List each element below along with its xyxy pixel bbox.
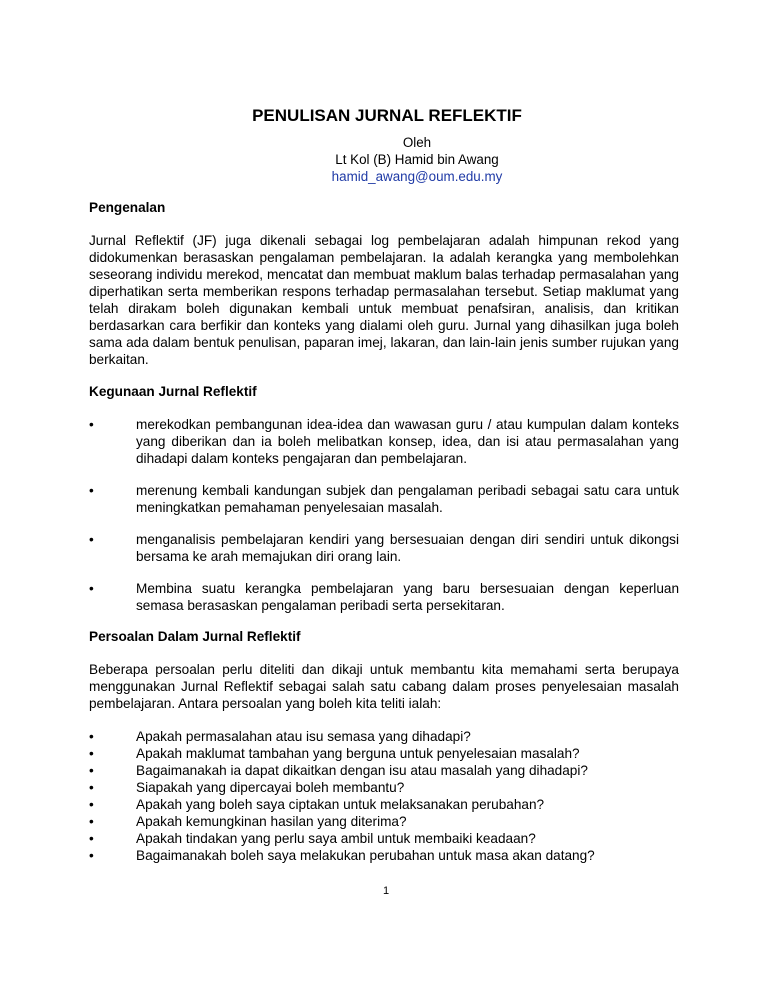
list-item-text: Bagaimanakah boleh saya melakukan perubahan untuk masa akan datang? bbox=[136, 848, 595, 863]
bullet-icon: • bbox=[89, 848, 94, 863]
list-item-text: merekodkan pembangunan idea-idea dan wawasan guru / atau kumpulan dalam konteks yang diberikan dan ia boleh melibatkan konsep, idea, dan isi atau permasalahan yang dihadapi dalam konteks pengajaran dan pembelajaran. bbox=[136, 417, 679, 466]
list-item bbox=[89, 745, 679, 762]
bullet-icon: • bbox=[89, 581, 94, 596]
list-item-text: merenung kembali kandungan subjek dan pengalaman peribadi sebagai satu cara untuk meningkatkan pemahaman penyelesaian masalah. bbox=[136, 483, 679, 515]
list-item bbox=[89, 762, 679, 779]
list-item bbox=[89, 830, 679, 847]
list-item-text: Apakah kemungkinan hasilan yang diterima? bbox=[136, 814, 407, 829]
list-item-text: Apakah tindakan yang perlu saya ambil untuk membaiki keadaan? bbox=[136, 831, 536, 846]
bullet-icon: • bbox=[89, 729, 94, 744]
list-item bbox=[89, 482, 679, 516]
questions-paragraph: Beberapa persoalan perlu diteliti dan dikaji untuk membantu kita memahami serta berupaya menggunakan Jurnal Reflektif sebagai salah satu cabang dalam proses penyelesaian masalah pembelajaran. Antara persoalan yang boleh kita teliti ialah: bbox=[89, 662, 679, 711]
list-item-text: menganalisis pembelajaran kendiri yang bersesuaian dengan diri sendiri untuk dikongsi bersama ke arah memajukan diri orang lain. bbox=[136, 532, 679, 564]
list-item-text: Apakah yang boleh saya ciptakan untuk melaksanakan perubahan? bbox=[136, 797, 545, 812]
author-email-link[interactable]: hamid_awang@oum.edu.my bbox=[331, 169, 503, 184]
bullet-icon: • bbox=[89, 532, 94, 547]
list-item bbox=[89, 847, 679, 864]
list-item-text: Bagaimanakah ia dapat dikaitkan dengan isu atau masalah yang dihadapi? bbox=[136, 763, 588, 778]
author-byline bbox=[89, 134, 679, 185]
section-heading-uses: Kegunaan Jurnal Reflektif bbox=[89, 384, 257, 399]
bullet-icon: • bbox=[89, 763, 94, 778]
list-item bbox=[89, 580, 679, 614]
list-item-text: Membina suatu kerangka pembelajaran yang baru bersesuaian dengan keperluan semasa berasaskan pengalaman peribadi serta persekitaran. bbox=[136, 581, 679, 613]
bullet-icon: • bbox=[89, 746, 94, 761]
byline-author: Lt Kol (B) Hamid bin Awang bbox=[335, 152, 499, 167]
bullet-icon: • bbox=[89, 417, 94, 432]
list-item bbox=[89, 728, 679, 745]
section-heading-questions: Persoalan Dalam Jurnal Reflektif bbox=[89, 629, 301, 644]
bullet-icon: • bbox=[89, 814, 94, 829]
bullet-icon: • bbox=[89, 483, 94, 498]
section-heading-intro: Pengenalan bbox=[89, 200, 166, 215]
document-title: PENULISAN JURNAL REFLEKTIF bbox=[252, 106, 522, 125]
questions-list bbox=[89, 728, 679, 864]
list-item-text: Apakah maklumat tambahan yang berguna untuk penyelesaian masalah? bbox=[136, 746, 580, 761]
intro-paragraph: Jurnal Reflektif (JF) juga dikenali sebagai log pembelajaran adalah himpunan rekod yang didokumenkan berasaskan pengalaman pembelajaran. Ia adalah kerangka yang membolehkan seseorang individu merekod, mencatat dan membuat maklum balas terhadap permasalahan yang diperhatikan serta memberikan respons terhadap permasalahan tersebut. Setiap maklumat yang telah dirakam boleh digunakan kembali untuk membuat penafsiran, analisis, dan kritikan berdasarkan cara berfikir dan konteks yang dialami oleh guru. Jurnal yang dihasilkan juga boleh sama ada dalam bentuk penulisan, paparan imej, lakaran, dan lain-lain jenis sumber rujukan yang berkaitan. bbox=[89, 233, 679, 367]
byline-by: Oleh bbox=[402, 135, 432, 150]
list-item bbox=[89, 531, 679, 565]
list-item bbox=[89, 779, 679, 796]
list-item-text: Apakah permasalahan atau isu semasa yang dihadapi? bbox=[136, 729, 471, 744]
uses-list bbox=[89, 416, 679, 614]
bullet-icon: • bbox=[89, 780, 94, 795]
bullet-icon: • bbox=[89, 831, 94, 846]
page-number: 1 bbox=[382, 885, 390, 897]
list-item bbox=[89, 796, 679, 813]
bullet-icon: • bbox=[89, 797, 94, 812]
list-item bbox=[89, 416, 679, 467]
list-item-text: Siapakah yang dipercayai boleh membantu? bbox=[136, 780, 405, 795]
list-item bbox=[89, 813, 679, 830]
